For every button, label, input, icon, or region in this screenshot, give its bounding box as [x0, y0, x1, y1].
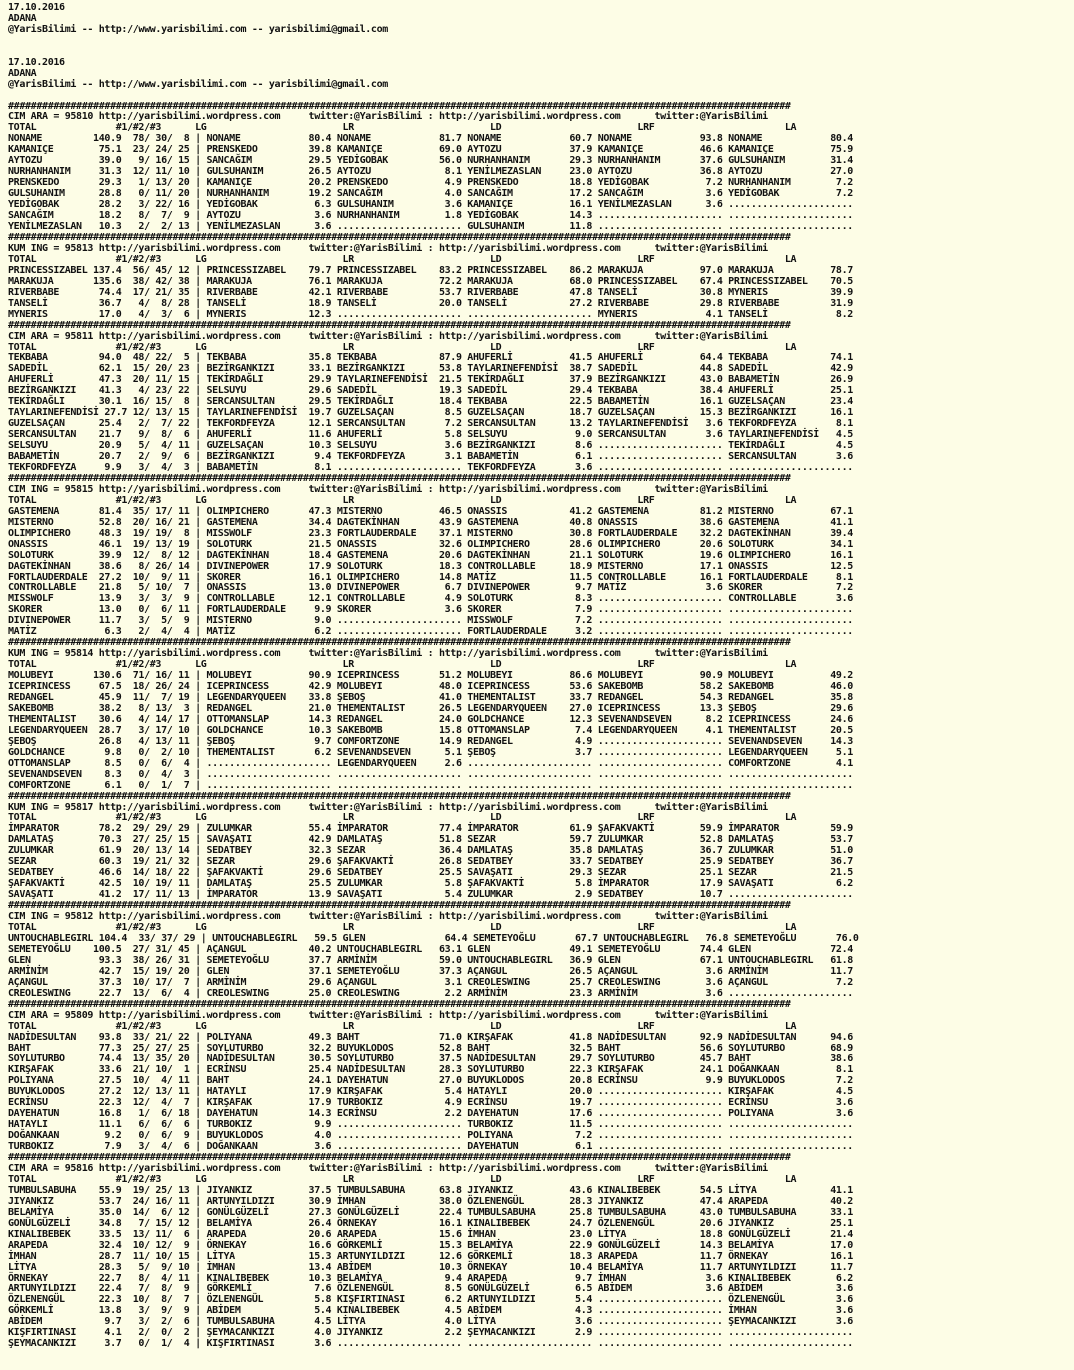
- column-header: TOTAL #1/#2/#3 LG LR LD LRF LA: [8, 812, 797, 824]
- column-header: TOTAL #1/#2/#3 LG LR LD LRF LA: [8, 922, 797, 934]
- table-row: MYNERIS 17.0 4/ 3/ 6 | MYNERIS 12.3 ...................... ...................... MYNERIS 4.1 TANSELİ 8.2: [8, 308, 853, 320]
- table-row: TURBOKIZ 7.9 3/ 4/ 6 | DOĞANKAAN 3.6 ...................... DAYEHATUN 6.1 ...................... ......................: [8, 1141, 853, 1153]
- table-row: TUMBULSABUHA 55.9 19/ 25/ 13 | JIYANKIZ 37.5 TUMBULSABUHA 63.8 JIYANKIZ 43.6 KINALIBEBEK 54.5 LİTYA 41.1: [8, 1184, 853, 1196]
- blank-line: [8, 91, 1074, 102]
- table-row: BUYUKLODOS 27.2 12/ 13/ 11 | HATAYLI 17.9 KIRŞAFAK 5.4 HATAYLI 20.0 ...................... KIRŞAFAK 4.5: [8, 1086, 853, 1098]
- table-row: TEKFORDFEYZA 9.9 3/ 4/ 3 | BABAMETİN 8.1 ...................... TEKFORDFEYZA 3.6 ...................... ......................: [8, 461, 853, 473]
- table-row: KIŞFIRTINASI 4.1 2/ 0/ 2 | ŞEYMACANKIZI 4.0 JIYANKIZ 2.2 ŞEYMACANKIZI 2.9 ...................... ......................: [8, 1327, 853, 1339]
- table-row: CONTROLLABLE 21.8 5/ 10/ 7 | ONASSIS 13.0 DIVINEPOWER 6.7 DIVINEPOWER 9.7 MATİZ 3.6 SKORER 7.2: [8, 582, 853, 594]
- table-row: TAYLARINEFENDİSİ 27.7 12/ 13/ 15 | TAYLARINEFENDİSİ 19.7 GUZELSAÇAN 8.5 GUZELSAÇAN 18.7 GUZELSAÇAN 15.3 BEZİRGANKIZI 16.1: [8, 407, 853, 419]
- table-row: SEMETEYOĞLU 100.5 27/ 31/ 45 | AÇANGUL 40.2 UNTOUCHABLEGIRL 63.1 GLEN 49.1 SEMETEYOĞLU 74.4 GLEN 72.4: [8, 943, 853, 955]
- race-header: CIM ARA = 95810 http://yarisbilimi.wordpress.com twitter:@YarisBilimi : http://yarisbilimi.wordpress.com twitter:@YarisBilimi: [8, 111, 768, 123]
- race-header: KUM ING = 95814 http://yarisbilimi.wordpress.com twitter:@YarisBilimi : http://yarisbilimi.wordpress.com twitter:@YarisBilimi: [8, 648, 768, 660]
- table-row: DAMLATAŞ 70.3 27/ 25/ 15 | SAVAŞATI 42.9 DAMLATAŞ 51.8 SEZAR 59.7 ZULUMKAR 52.8 DAMLATAŞ 53.7: [8, 834, 853, 846]
- table-row: PRENSKEDO 29.3 1/ 13/ 20 | KAMANIÇE 20.2 PRENSKEDO 4.9 PRENSKEDO 18.8 YEDİGOBAK 7.2 NURHANHANIM 7.2: [8, 177, 853, 189]
- table-row: ŞEBOŞ 26.8 4/ 13/ 11 | ŞEBOŞ 9.7 COMFORTZONE 14.9 REDANGEL 4.9 ...................... SEVENANDSEVEN 14.3: [8, 735, 853, 747]
- table-row: HATAYLI 11.1 6/ 6/ 6 | TURBOKIZ 9.9 ...................... TURBOKIZ 11.5 ...................... ......................: [8, 1119, 853, 1131]
- section-divider: ##########################################################################################################################################: [8, 900, 791, 912]
- table-row: BELAMİYA 35.0 14/ 6/ 12 | GONÜLGÜZELİ 27.3 GONÜLGÜZELİ 22.4 TUMBULSABUHA 25.8 TUMBULSABUHA 43.0 TUMBULSABUHA 33.1: [8, 1206, 853, 1218]
- table-row: GULSUHANIM 28.8 0/ 11/ 20 | NURHANHANIM 19.2 SANCAĞIM 4.0 SANCAĞIM 17.2 SANCAĞIM 3.6 YEDİGOBAK 7.2: [8, 188, 853, 200]
- table-row: İMHAN 28.7 11/ 10/ 15 | LİTYA 15.3 ARTUNYILDIZI 12.6 GÖRKEMLİ 18.3 ARAPEDA 11.7 ÖRNEKAY 16.1: [8, 1250, 853, 1262]
- table-row: İMPARATOR 78.2 29/ 29/ 29 | ZULUMKAR 55.4 İMPARATOR 77.4 İMPARATOR 61.9 ŞAFAKVAKTİ 59.9 İMPARATOR 59.9: [8, 823, 853, 835]
- table-row: SADEDİL 62.1 15/ 20/ 23 | BEZİRGANKIZI 33.1 BEZİRGANKIZI 53.8 TAYLARINEFENDİSİ 38.7 SADEDİL 44.8 SADEDİL 42.9: [8, 363, 853, 375]
- table-row: DOĞANKAAN 9.2 0/ 6/ 9 | BUYUKLODOS 4.0 ...................... POLIYANA 7.2 ...................... ......................: [8, 1130, 853, 1142]
- table-row: ICEPRINCESS 67.5 18/ 26/ 24 | ICEPRINCESS 42.9 MOLUBEYI 48.0 ICEPRINCESS 53.6 SAKEBOMB 58.2 SAKEBOMB 46.0: [8, 681, 853, 693]
- table-row: SEVENANDSEVEN 8.3 0/ 4/ 3 | ...................... ...................... ...................... ...................... ......................: [8, 768, 853, 780]
- blank-line: [8, 36, 1074, 47]
- table-row: SELSUYU 20.9 5/ 4/ 11 | GUZELSAÇAN 10.3 SELSUYU 3.6 BEZİRGANKIZI 8.6 ...................... TEKİRDAĞLI 4.5: [8, 440, 853, 452]
- report-city: ADANA: [8, 12, 37, 24]
- table-row: MISSWOLF 13.9 3/ 3/ 9 | CONTROLLABLE 12.1 CONTROLLABLE 4.9 SOLOTURK 8.3 ...................... CONTROLLABLE 3.6: [8, 593, 853, 605]
- table-row: SERCANSULTAN 21.7 9/ 8/ 6 | AHUFERLİ 11.6 AHUFERLİ 5.8 SELSUYU 9.0 SERCANSULTAN 3.6 TAYLARINEFENDİSİ 4.5: [8, 429, 853, 441]
- race-header: CIM ARA = 95816 http://yarisbilimi.wordpress.com twitter:@YarisBilimi : http://yarisbilimi.wordpress.com twitter:@YarisBilimi: [8, 1162, 768, 1174]
- table-row: DIVINEPOWER 11.7 3/ 5/ 9 | MISTERNO 9.0 ...................... MISSWOLF 7.2 ...................... ......................: [8, 615, 853, 627]
- table-row: ZULUMKAR 61.9 20/ 13/ 14 | SEDATBEY 32.3 SEZAR 36.4 DAMLATAŞ 35.8 DAMLATAŞ 36.7 ZULUMKAR 51.0: [8, 845, 853, 857]
- table-row: ABİDEM 9.7 3/ 2/ 6 | TUMBULSABUHA 4.5 LİTYA 4.0 LİTYA 3.6 ...................... ŞEYMACANKIZI 3.6: [8, 1316, 853, 1328]
- race-header: CIM ARA = 95809 http://yarisbilimi.wordpress.com twitter:@YarisBilimi : http://yarisbilimi.wordpress.com twitter:@YarisBilimi: [8, 1009, 768, 1021]
- table-row: SAVAŞATI 41.2 17/ 11/ 13 | İMPARATOR 13.9 SAVAŞATI 5.4 ZULUMKAR 2.9 SEDATBEY 10.7 ......................: [8, 889, 853, 901]
- table-row: GUZELSAÇAN 25.4 2/ 7/ 22 | TEKFORDFEYZA 12.1 SERCANSULTAN 7.2 SERCANSULTAN 13.2 TAYLARINEFENDİSİ 3.6 TEKFORDFEYZA 8.1: [8, 418, 853, 430]
- table-row: SEDATBEY 46.6 14/ 18/ 22 | ŞAFAKVAKTİ 29.6 SEDATBEY 25.5 SAVAŞATI 29.3 SEZAR 25.1 SEZAR 21.5: [8, 867, 853, 879]
- column-header: TOTAL #1/#2/#3 LG LR LD LRF LA: [8, 341, 797, 353]
- table-row: AYTOZU 39.0 9/ 16/ 15 | SANCAĞIM 29.5 YEDİGOBAK 56.0 NURHANHANIM 29.3 NURHANHANIM 37.6 GULSUHANIM 31.4: [8, 155, 853, 167]
- table-row: DAYEHATUN 16.8 1/ 6/ 18 | DAYEHATUN 14.3 ECRİNSU 2.2 DAYEHATUN 17.6 ...................... POLIYANA 3.6: [8, 1108, 853, 1120]
- table-row: SOLOTURK 39.9 12/ 8/ 12 | DAGTEKİNHAN 18.4 GASTEMENA 20.6 DAGTEKİNHAN 21.1 SOLOTURK 19.6 OLIMPICHERO 16.1: [8, 549, 853, 561]
- table-row: YENİLMEZASLAN 10.3 2/ 2/ 13 | YENİLMEZASLAN 3.6 ...................... GULSUHANIM 11.8 ...................... ......................: [8, 221, 853, 233]
- section-divider: ##########################################################################################################################################: [8, 100, 791, 112]
- report-credit: @YarisBilimi -- http://www.yarisbilimi.com -- yarisbilimi@gmail.com: [8, 23, 388, 35]
- table-row: ÖZLENENGÜL 22.3 10/ 8/ 7 | ÖZLENENGÜL 5.8 KIŞFIRTINASI 6.2 ARTUNYILDIZI 5.4 ...................... ÖZLENENGÜL 3.6: [8, 1294, 853, 1306]
- table-row: DAGTEKİNHAN 38.6 8/ 26/ 14 | DIVINEPOWER 17.9 SOLOTURK 18.3 CONTROLLABLE 18.9 MISTERNO 17.1 ONASSIS 12.5: [8, 560, 853, 572]
- table-row: UNTOUCHABLEGIRL 104.4 33/ 37/ 29 | UNTOUCHABLEGIRL 59.5 GLEN 64.4 SEMETEYOĞLU 67.7 UNTOUCHABLEGIRL 76.8 SEMETEYOĞLU 76.0: [8, 932, 859, 944]
- column-header: TOTAL #1/#2/#3 LG LR LD LRF LA: [8, 122, 797, 134]
- table-row: ONASSIS 46.1 19/ 13/ 19 | SOLOTURK 21.5 ONASSIS 32.6 OLIMPICHERO 28.6 OLIMPICHERO 20.6 SOLOTURK 34.1: [8, 538, 853, 550]
- table-row: KIRŞAFAK 33.6 21/ 10/ 1 | ECRİNSU 25.4 NADİDESULTAN 28.3 SOYLUTURBO 22.3 KIRŞAFAK 24.1 DOĞANKAAN 8.1: [8, 1064, 853, 1076]
- table-row: ARTUNYILDIZI 22.4 7/ 8/ 9 | GÖRKEMLİ 7.6 ÖZLENENGÜL 8.5 GONÜLGÜZELİ 6.5 ABİDEM 3.6 ABİDEM 3.6: [8, 1283, 853, 1295]
- race-header: CIM ING = 95815 http://yarisbilimi.wordpress.com twitter:@YarisBilimi : http://yarisbilimi.wordpress.com twitter:@YarisBilimi: [8, 483, 768, 495]
- table-row: ARAPEDA 32.4 10/ 12/ 9 | ÖRNEKAY 16.6 GÖRKEMLİ 15.3 BELAMİYA 22.9 GONÜLGÜZELİ 14.3 BELAMİYA 17.0: [8, 1239, 853, 1251]
- table-row: TEKİRDAĞLI 30.1 16/ 15/ 8 | SERCANSULTAN 29.5 TEKİRDAĞLI 18.4 TEKBABA 22.5 BABAMETİN 16.1 GUZELSAÇAN 23.4: [8, 396, 853, 408]
- table-row: COMFORTZONE 6.1 0/ 1/ 7 | ...................... ...................... ...................... ...................... ......................: [8, 779, 853, 791]
- table-row: BAHT 77.3 25/ 27/ 25 | SOYLUTURBO 32.2 BUYUKLODOS 52.8 BAHT 32.5 BAHT 56.6 SOYLUTURBO 68.9: [8, 1042, 853, 1054]
- column-header: TOTAL #1/#2/#3 LG LR LD LRF LA: [8, 659, 797, 671]
- table-row: OLIMPICHERO 48.3 19/ 19/ 8 | MISSWOLF 23.3 FORTLAUDERDALE 37.1 MISTERNO 30.8 FORTLAUDERDALE 32.2 DAGTEKİNHAN 39.4: [8, 527, 853, 539]
- table-row: AÇANGUL 37.3 10/ 17/ 7 | ARMİNİM 29.6 AÇANGUL 3.1 CREOLESWING 25.7 CREOLESWING 3.6 AÇANGUL 7.2: [8, 976, 853, 988]
- table-row: PRINCESSIZABEL 137.4 56/ 45/ 12 | PRINCESSIZABEL 79.7 PRINCESSIZABEL 83.2 PRINCESSIZABEL 86.2 MARAKUJA 97.0 MARAKUJA 78.7: [8, 264, 853, 276]
- section-divider: ##########################################################################################################################################: [8, 472, 791, 484]
- column-header: TOTAL #1/#2/#3 LG LR LD LRF LA: [8, 1020, 797, 1032]
- table-row: THEMENTALIST 30.6 4/ 14/ 17 | OTTOMANSLAP 14.3 REDANGEL 24.0 GOLDCHANCE 12.3 SEVENANDSEVEN 8.2 ICEPRINCESS 24.6: [8, 713, 853, 725]
- race-header: KUM ING = 95813 http://yarisbilimi.wordpress.com twitter:@YarisBilimi : http://yarisbilimi.wordpress.com twitter:@YarisBilimi: [8, 242, 768, 254]
- column-header: TOTAL #1/#2/#3 LG LR LD LRF LA: [8, 253, 797, 265]
- table-row: SEZAR 60.3 19/ 21/ 32 | SEZAR 29.6 ŞAFAKVAKTİ 26.8 SEDATBEY 33.7 SEDATBEY 25.9 SEDATBEY 36.7: [8, 856, 853, 868]
- table-row: KAMANIÇE 75.1 23/ 24/ 25 | PRENSKEDO 39.8 KAMANIÇE 69.0 AYTOZU 37.9 KAMANIÇE 46.6 KAMANIÇE 75.9: [8, 144, 853, 156]
- section-divider: ##########################################################################################################################################: [8, 790, 791, 802]
- table-row: GLEN 93.3 38/ 26/ 31 | SEMETEYOĞLU 37.7 ARMİNİM 59.0 UNTOUCHABLEGIRL 36.9 GLEN 67.1 UNTOUCHABLEGIRL 61.8: [8, 954, 853, 966]
- table-row: MOLUBEYI 130.6 71/ 16/ 11 | MOLUBEYI 90.9 ICEPRINCESS 51.2 MOLUBEYI 86.6 MOLUBEYI 90.9 MOLUBEYI 49.2: [8, 670, 853, 682]
- race-header: KUM ING = 95817 http://yarisbilimi.wordpress.com twitter:@YarisBilimi : http://yarisbilimi.wordpress.com twitter:@YarisBilimi: [8, 801, 768, 813]
- report-city: ADANA: [8, 67, 37, 79]
- table-row: POLIYANA 27.5 10/ 4/ 11 | BAHT 24.1 DAYEHATUN 27.0 BUYUKLODOS 20.8 ECRİNSU 9.9 BUYUKLODOS 7.2: [8, 1075, 853, 1087]
- table-row: TEKBABA 94.0 48/ 22/ 5 | TEKBABA 35.8 TEKBABA 87.9 AHUFERLİ 41.5 AHUFERLİ 64.4 TEKBABA 74.1: [8, 352, 853, 364]
- section-divider: ##########################################################################################################################################: [8, 319, 791, 331]
- table-row: JIYANKIZ 53.7 24/ 16/ 11 | ARTUNYILDIZI 30.9 İMHAN 38.0 ÖZLENENGÜL 28.3 JIYANKIZ 47.4 ARAPEDA 40.2: [8, 1195, 853, 1207]
- table-row: TANSELİ 36.7 4/ 8/ 28 | TANSELİ 18.9 TANSELİ 20.0 TANSELİ 27.2 RIVERBABE 29.8 RIVERBABE 31.9: [8, 297, 853, 309]
- table-row: CREOLESWING 22.7 13/ 6/ 4 | CREOLESWING 25.0 CREOLESWING 2.2 ARMİNİM 23.3 ARMİNİM 3.6 ......................: [8, 987, 853, 999]
- column-header: TOTAL #1/#2/#3 LG LR LD LRF LA: [8, 1173, 797, 1185]
- table-row: SAKEBOMB 38.2 8/ 13/ 3 | REDANGEL 21.0 THEMENTALIST 26.5 LEGENDARYQUEEN 27.0 ICEPRINCESS 13.3 ŞEBOŞ 29.6: [8, 702, 853, 714]
- section-divider: ##########################################################################################################################################: [8, 1152, 791, 1164]
- race-header: CIM ING = 95812 http://yarisbilimi.wordpress.com twitter:@YarisBilimi : http://yarisbilimi.wordpress.com twitter:@YarisBilimi: [8, 911, 768, 923]
- table-row: NURHANHANIM 31.3 12/ 11/ 10 | GULSUHANIM 26.5 AYTOZU 8.1 YENİLMEZASLAN 23.0 AYTOZU 36.8 AYTOZU 27.0: [8, 166, 853, 178]
- table-row: LİTYA 28.3 5/ 9/ 10 | İMHAN 13.4 ABİDEM 10.3 ÖRNEKAY 10.4 BELAMİYA 11.7 ARTUNYILDIZI 11.7: [8, 1261, 853, 1273]
- table-row: LEGENDARYQUEEN 28.7 3/ 17/ 10 | GOLDCHANCE 10.3 SAKEBOMB 15.8 OTTOMANSLAP 7.4 LEGENDARYQUEEN 4.1 THEMENTALIST 20.5: [8, 724, 853, 736]
- table-row: NADİDESULTAN 93.8 33/ 21/ 22 | POLIYANA 49.3 BAHT 71.0 KIRŞAFAK 41.8 NADİDESULTAN 92.9 NADİDESULTAN 94.6: [8, 1031, 853, 1043]
- report-body: [8, 102, 1074, 1351]
- table-row: KINALIBEBEK 33.5 13/ 11/ 6 | ARAPEDA 20.6 ARAPEDA 15.6 İMHAN 23.0 LİTYA 18.8 GONÜLGÜZELİ 21.4: [8, 1228, 853, 1240]
- table-row: AHUFERLİ 47.3 20/ 11/ 15 | TEKİRDAĞLI 29.9 TAYLARINEFENDİSİ 21.5 TEKİRDAĞLI 37.9 BEZİRGANKIZI 43.0 BABAMETİN 26.9: [8, 374, 853, 386]
- report-date: 17.10.2016: [8, 56, 65, 68]
- table-row: ŞAFAKVAKTİ 42.5 10/ 19/ 11 | DAMLATAŞ 25.5 ZULUMKAR 5.8 ŞAFAKVAKTİ 5.8 İMPARATOR 17.9 SAVAŞATI 6.2: [8, 878, 853, 890]
- table-row: SKORER 13.0 0/ 6/ 11 | FORTLAUDERDALE 9.9 SKORER 3.6 SKORER 7.9 ...................... ......................: [8, 604, 853, 616]
- table-row: OTTOMANSLAP 8.5 0/ 6/ 4 | ...................... LEGENDARYQUEEN 2.6 ...................... ...................... COMFORTZONE 4.1: [8, 757, 853, 769]
- table-row: GASTEMENA 81.4 35/ 17/ 11 | OLIMPICHERO 47.3 MISTERNO 46.5 ONASSIS 41.2 GASTEMENA 81.2 MISTERNO 67.1: [8, 505, 853, 517]
- table-row: ECRİNSU 22.3 12/ 4/ 7 | KIRŞAFAK 17.9 TURBOKIZ 4.9 ECRİNSU 19.7 ...................... ECRİNSU 3.6: [8, 1097, 853, 1109]
- table-row: YEDİGOBAK 28.2 3/ 22/ 16 | YEDİGOBAK 6.3 GULSUHANIM 3.6 KAMANIÇE 16.1 YENİLMEZASLAN 3.6 ......................: [8, 199, 853, 211]
- table-row: GÖRKEMLİ 13.8 3/ 9/ 9 | ABİDEM 5.4 KINALIBEBEK 4.5 ABİDEM 4.3 ...................... İMHAN 3.6: [8, 1305, 853, 1317]
- table-row: BABAMETİN 20.7 2/ 9/ 6 | BEZİRGANKIZI 9.4 TEKFORDFEYZA 3.1 BABAMETİN 6.1 ...................... SERCANSULTAN 3.6: [8, 451, 853, 463]
- table-row: BEZİRGANKIZI 41.3 4/ 23/ 22 | SELSUYU 29.6 SADEDİL 19.3 SADEDİL 29.4 TEKBABA 38.4 AHUFERLİ 25.1: [8, 385, 853, 397]
- table-row: ŞEYMACANKIZI 3.7 0/ 1/ 4 | KIŞFIRTINASI 3.6 ...................... ...................... ...................... ......................: [8, 1338, 853, 1350]
- report-credit: @YarisBilimi -- http://www.yarisbilimi.com -- yarisbilimi@gmail.com: [8, 78, 388, 90]
- blank-line: [8, 47, 1074, 58]
- table-row: NONAME 140.9 78/ 30/ 8 | NONAME 80.4 NONAME 81.7 NONAME 60.7 NONAME 93.8 NONAME 80.4: [8, 133, 853, 145]
- table-row: ARMİNİM 42.7 15/ 19/ 20 | GLEN 37.1 SEMETEYOĞLU 37.3 AÇANGUL 26.5 AÇANGUL 3.6 ARMİNİM 11.7: [8, 965, 853, 977]
- table-row: MARAKUJA 135.6 38/ 42/ 38 | MARAKUJA 76.1 MARAKUJA 72.2 MARAKUJA 68.0 PRINCESSIZABEL 67.4 PRINCESSIZABEL 70.5: [8, 275, 853, 287]
- report-date: 17.10.2016: [8, 2, 65, 13]
- table-row: FORTLAUDERDALE 27.2 10/ 9/ 11 | SKORER 16.1 OLIMPICHERO 14.8 MATİZ 11.5 CONTROLLABLE 16.1 FORTLAUDERDALE 8.1: [8, 571, 853, 583]
- table-row: MATİZ 6.3 2/ 4/ 4 | MATİZ 6.2 ...................... FORTLAUDERDALE 3.2 ...................... ......................: [8, 626, 853, 638]
- table-row: GONÜLGÜZELİ 34.8 7/ 15/ 12 | BELAMİYA 26.4 ÖRNEKAY 16.1 KINALIBEBEK 24.7 ÖZLENENGÜL 20.6 JIYANKIZ 25.1: [8, 1217, 853, 1229]
- table-row: SOYLUTURBO 74.4 13/ 35/ 20 | NADİDESULTAN 30.5 SOYLUTURBO 37.5 NADİDESULTAN 29.7 SOYLUTURBO 45.7 BAHT 38.6: [8, 1053, 853, 1065]
- column-header: TOTAL #1/#2/#3 LG LR LD LRF LA: [8, 494, 797, 506]
- section-divider: ##########################################################################################################################################: [8, 637, 791, 649]
- section-divider: ##########################################################################################################################################: [8, 998, 791, 1010]
- table-row: GOLDCHANCE 9.8 0/ 2/ 10 | THEMENTALIST 6.2 SEVENANDSEVEN 5.1 ŞEBOŞ 3.7 ...................... LEGENDARYQUEEN 5.1: [8, 746, 853, 758]
- table-row: RIVERBABE 74.4 17/ 21/ 35 | RIVERBABE 42.1 RIVERBABE 53.7 RIVERBABE 47.8 TANSELİ 30.8 MYNERIS 39.9: [8, 286, 853, 298]
- race-header: CIM ARA = 95811 http://yarisbilimi.wordpress.com twitter:@YarisBilimi : http://yarisbilimi.wordpress.com twitter:@YarisBilimi: [8, 330, 768, 342]
- table-row: ÖRNEKAY 22.7 8/ 4/ 11 | KINALIBEBEK 10.3 BELAMİYA 9.4 ARAPEDA 9.7 İMHAN 3.6 KINALIBEBEK 6.2: [8, 1272, 853, 1284]
- table-row: MISTERNO 52.8 20/ 16/ 21 | GASTEMENA 34.4 DAGTEKİNHAN 43.9 GASTEMENA 40.8 ONASSIS 38.6 GASTEMENA 41.1: [8, 516, 853, 528]
- table-row: SANCAĞIM 18.2 8/ 7/ 9 | AYTOZU 3.6 NURHANHANIM 1.8 YEDİGOBAK 14.3 ...................... ......................: [8, 210, 853, 222]
- section-divider: ##########################################################################################################################################: [8, 231, 791, 243]
- table-row: REDANGEL 45.9 11/ 7/ 19 | LEGENDARYQUEEN 33.8 ŞEBOŞ 41.0 THEMENTALIST 33.7 REDANGEL 54.3 REDANGEL 35.8: [8, 692, 853, 703]
